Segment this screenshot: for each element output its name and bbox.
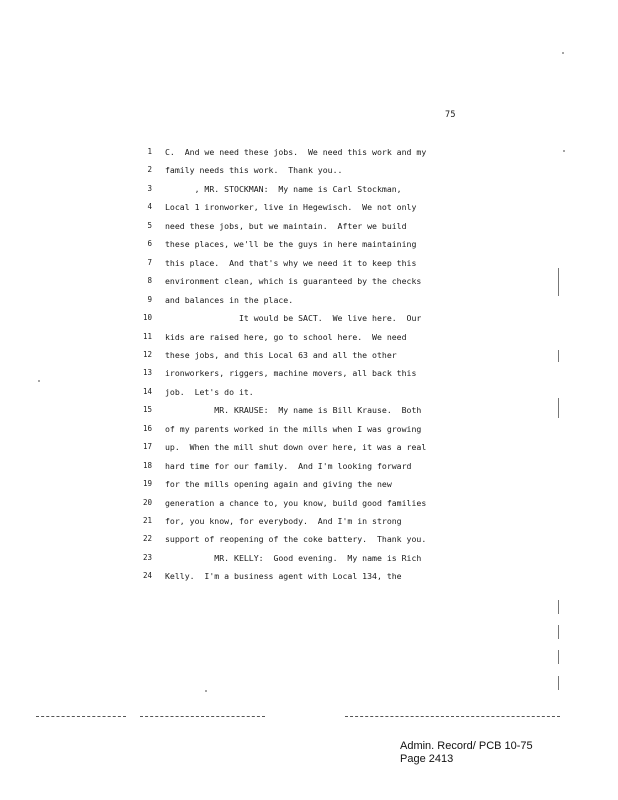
line-text: Local 1 ironworker, live in Hegewisch. We not only: [165, 202, 417, 213]
scan-speck: [562, 52, 564, 54]
line-number: 24: [142, 571, 152, 581]
line-number: 23: [142, 552, 152, 562]
transcript-line: [0, 202, 618, 220]
line-text: this place. And that's why we need it to keep this: [165, 257, 417, 268]
line-text: environment clean, which is guaranteed by the checks: [165, 276, 422, 287]
line-number: 22: [142, 534, 152, 544]
line-number: 9: [147, 294, 152, 304]
line-number: 20: [142, 497, 152, 507]
transcript-line: [0, 442, 618, 460]
margin-mark: [558, 650, 559, 664]
scan-speck: [563, 150, 565, 152]
line-number: 12: [142, 349, 152, 359]
transcript-line: [0, 479, 618, 497]
line-number: 7: [147, 257, 152, 267]
line-text: need these jobs, but we maintain. After we build: [165, 220, 407, 231]
transcript-line: [0, 276, 618, 294]
transcript-line: [0, 184, 618, 202]
transcript-line: [0, 313, 618, 331]
line-number: 8: [147, 276, 152, 286]
scan-speck: [205, 690, 207, 692]
line-text: Kelly. I'm a business agent with Local 134, the: [165, 571, 402, 582]
transcript-line: [0, 258, 618, 276]
line-number: 16: [142, 423, 152, 433]
transcript-line: [0, 498, 618, 516]
margin-mark: [558, 676, 559, 690]
bottom-rule: [36, 716, 126, 717]
line-text: these places, we'll be the guys in here maintaining: [165, 239, 417, 250]
transcript-line: [0, 221, 618, 239]
line-number: 11: [142, 331, 152, 341]
line-text: and balances in the place.: [165, 294, 294, 305]
transcript-line: [0, 405, 618, 423]
line-number: 4: [147, 202, 152, 212]
transcript-line: [0, 516, 618, 534]
transcript-line: [0, 295, 618, 313]
line-number: 2: [147, 165, 152, 175]
line-number: 10: [142, 313, 152, 323]
line-number: 19: [142, 479, 152, 489]
line-number: 21: [142, 516, 152, 525]
transcript-line: [0, 332, 618, 350]
margin-mark: [558, 398, 559, 418]
transcript-line: [0, 350, 618, 368]
transcript-line: [0, 368, 618, 386]
line-text: MR. KRAUSE: My name is Bill Krause. Both: [165, 405, 422, 416]
admin-record-label: Admin. Record/ PCB 10-75: [400, 740, 533, 752]
line-text: for the mills opening again and giving the new: [165, 479, 392, 490]
line-number: 15: [142, 405, 152, 415]
line-text: for, you know, for everybody. And I'm in strong: [165, 516, 402, 526]
line-text: , MR. STOCKMAN: My name is Carl Stockman,: [165, 183, 402, 194]
transcript-line: [0, 553, 618, 571]
page-number: 75: [445, 110, 456, 120]
line-text: It would be SACT. We live here. Our: [165, 313, 422, 324]
transcript-line: [0, 534, 618, 552]
admin-record-stamp: [400, 740, 533, 766]
line-number: 3: [147, 183, 152, 193]
line-number: 1: [147, 147, 152, 156]
line-text: generation a chance to, you know, build good families: [165, 497, 427, 508]
margin-mark: [558, 600, 559, 614]
line-text: ironworkers, riggers, machine movers, all back this: [165, 368, 417, 379]
bottom-rule: [345, 716, 560, 717]
transcript-line: [0, 387, 618, 405]
transcript-line: [0, 239, 618, 257]
line-text: kids are raised here, go to school here. We need: [165, 331, 407, 342]
line-text: these jobs, and this Local 63 and all the other: [165, 349, 397, 360]
line-text: hard time for our family. And I'm looking forward: [165, 460, 412, 471]
line-number: 14: [142, 386, 152, 396]
line-number: 13: [142, 368, 152, 378]
margin-mark: [558, 625, 559, 639]
line-text: C. And we need these jobs. We need this work and my: [165, 147, 427, 157]
line-number: 18: [142, 460, 152, 470]
line-text: MR. KELLY: Good evening. My name is Rich: [165, 552, 422, 563]
transcript-line: [0, 461, 618, 479]
scan-speck: [38, 380, 40, 382]
margin-mark: [558, 350, 559, 362]
line-text: of my parents worked in the mills when I was growing: [165, 423, 422, 434]
margin-mark: [558, 268, 559, 296]
line-number: 5: [147, 220, 152, 230]
transcript-line: [0, 147, 618, 165]
page-label: Page 2413: [400, 753, 454, 765]
bottom-rule: [140, 716, 265, 717]
line-number: 6: [147, 239, 152, 249]
transcript-line: [0, 165, 618, 183]
line-text: up. When the mill shut down over here, it was a real: [165, 442, 427, 453]
line-number: 17: [142, 442, 152, 452]
line-text: job. Let's do it.: [165, 386, 254, 397]
transcript-line: [0, 571, 618, 589]
line-text: family needs this work. Thank you..: [165, 165, 343, 176]
line-text: support of reopening of the coke battery. Thank you.: [165, 534, 427, 545]
transcript-line: [0, 424, 618, 442]
